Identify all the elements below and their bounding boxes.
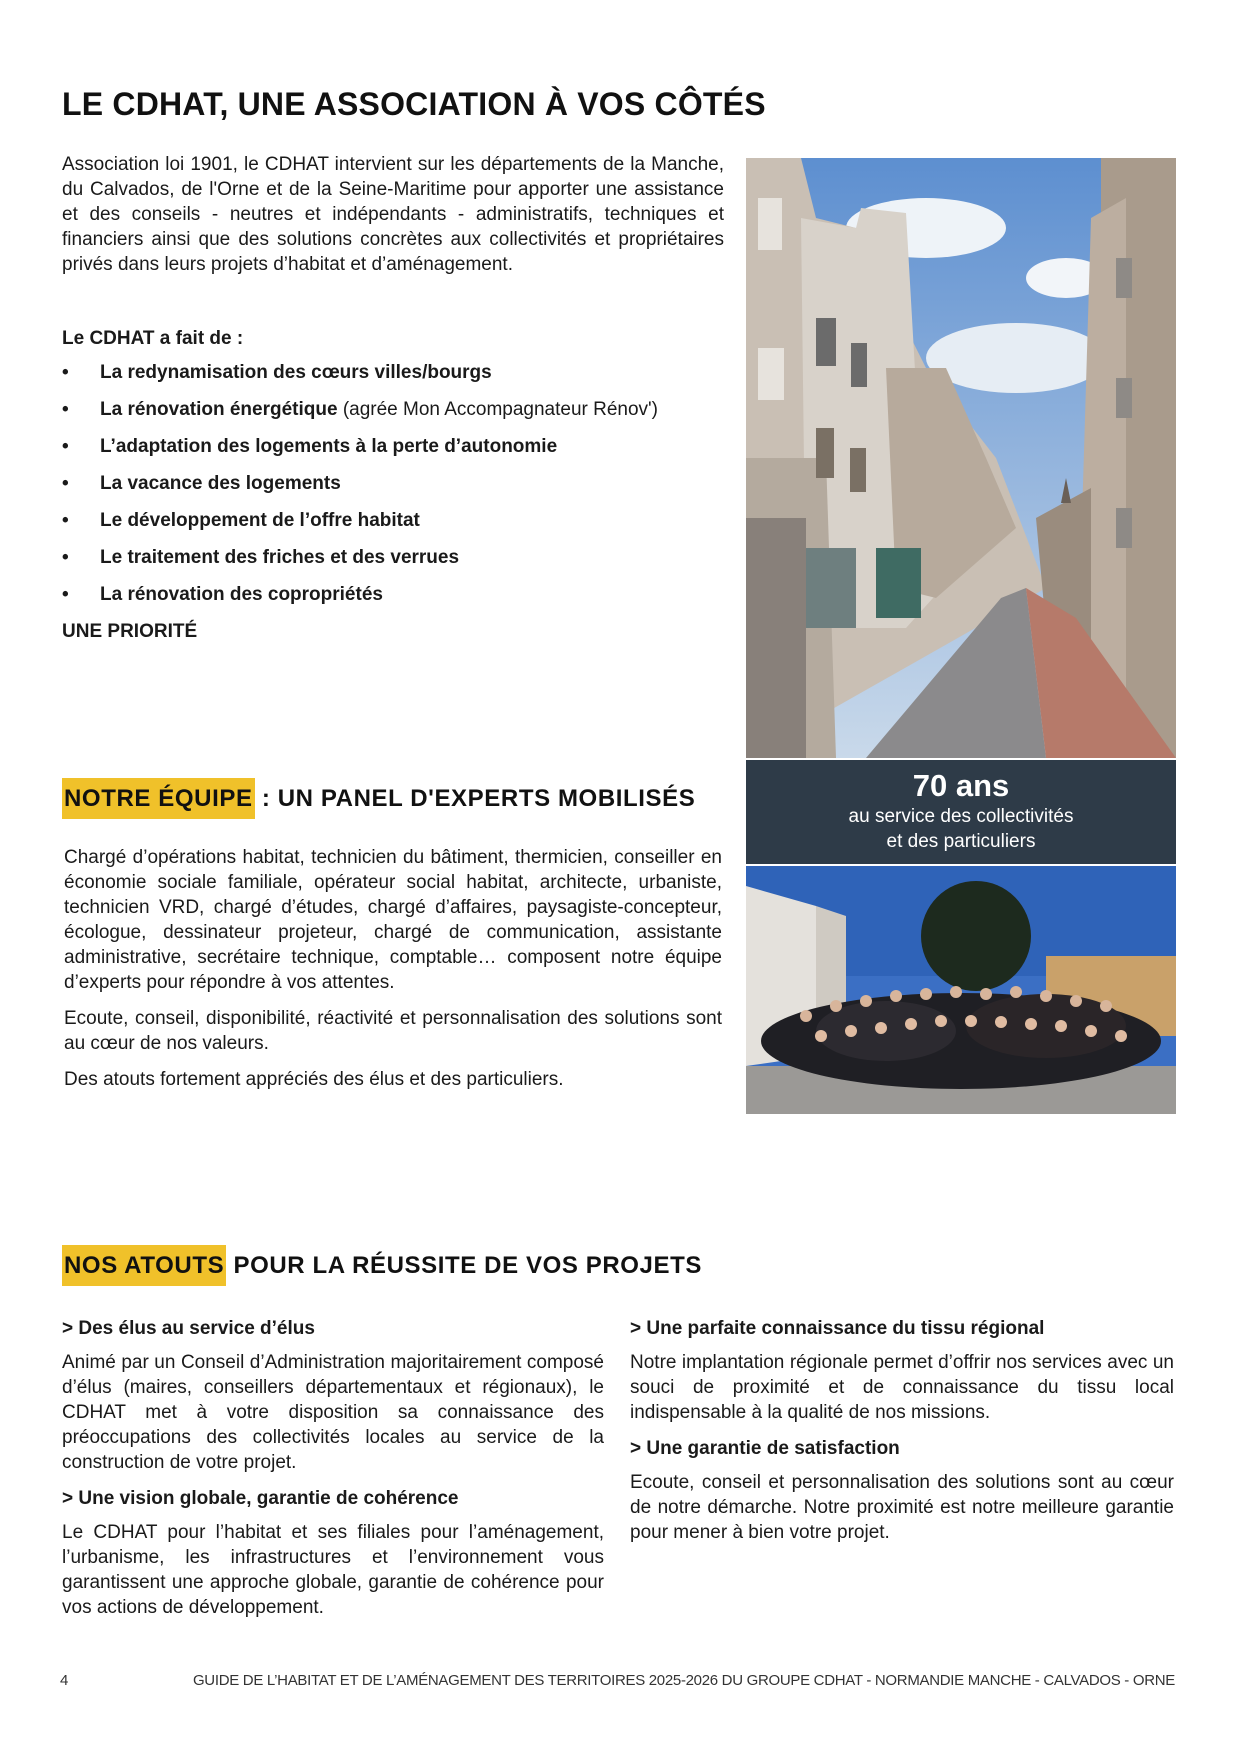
bullet-icon: • [62, 473, 69, 494]
bullet-icon: • [62, 399, 69, 420]
list-item: • La rénovation des copropriétés [62, 582, 742, 619]
bullet-icon: • [62, 584, 69, 605]
atout-heading: > Une vision globale, garantie de cohérence [62, 1488, 459, 1509]
team-paragraph-1: Chargé d’opérations habitat, technicien du bâtiment, thermicien, conseiller en économie sociale familiale, opérateur social habitat, architecte, urbaniste, technicien VRD, chargé d’études, chargé d’affaires, paysagiste-concepteur, écologue, dessinateur projeteur, chargé de communication, assistante administrative, secrétaire technique, comptable… composent notre équipe d’experts pour répondre à vos attentes. [64, 847, 722, 993]
bullet-icon: • [62, 436, 69, 457]
intro-paragraph: Association loi 1901, le CDHAT intervient sur les départements de la Manche, du Calvados, de l'Orne et de la Seine-Maritime pour apporter une assistance et des conseils - neutres et indépendants - administratifs, techniques et financiers ainsi que des solutions concrètes aux collectivités et propriétaires privés dans leurs projets d’habitat et d’aménagement. [62, 154, 724, 275]
team-description [64, 845, 722, 1103]
page-number: 4 [60, 1672, 69, 1689]
atout-text: Ecoute, conseil et personnalisation des solutions sont au cœur de notre démarche. Notre proximité est notre meilleure garantie pour mener à bien votre projet. [630, 1472, 1174, 1543]
list-item: • La vacance des logements [62, 471, 742, 508]
bullet-icon: • [62, 510, 69, 531]
missions-list [62, 360, 742, 619]
atout-heading: > Des élus au service d’élus [62, 1318, 315, 1339]
atout-heading: > Une garantie de satisfaction [630, 1438, 900, 1459]
atouts-right-column [630, 1316, 1174, 1556]
atout-text: Le CDHAT pour l’habitat et ses filiales pour l’aménagement, l’urbanisme, les infrastructures et l’environnement vous garantissent une approche globale, garantie de cohérence pour vos actions de développement. [62, 1522, 604, 1618]
badge-years: 70 ans [912, 768, 1010, 803]
page-title: LE CDHAT, UNE ASSOCIATION À VOS CÔTÉS [62, 86, 766, 122]
atouts-title-highlight: NOS ATOUTS [62, 1245, 226, 1286]
list-title: Le CDHAT a fait de : [62, 328, 244, 349]
team-paragraph-3: Des atouts fortement appréciés des élus et des particuliers. [64, 1069, 564, 1090]
atout-text: Notre implantation régionale permet d’offrir nos services avec un souci de proximité et de connaissance du tissu local indispensable à la qualité de nos missions. [630, 1352, 1174, 1423]
list-item: • Le développement de l’offre habitat [62, 508, 742, 545]
atouts-title-rest: POUR LA RÉUSSITE DE VOS PROJETS [226, 1252, 702, 1279]
list-item: • La redynamisation des cœurs villes/bourgs [62, 360, 742, 397]
team-title-highlight: NOTRE ÉQUIPE [62, 778, 255, 819]
badge-line-2: et des particuliers [886, 831, 1036, 852]
list-item: • Le traitement des friches et des verrues [62, 545, 742, 582]
list-item: • La rénovation énergétique (agrée Mon Accompagnateur Rénov') [62, 397, 742, 434]
atout-heading: > Une parfaite connaissance du tissu régional [630, 1318, 1045, 1339]
atouts-left-column [62, 1316, 604, 1631]
badge-line-1: au service des collectivités [848, 806, 1074, 827]
team-photo [746, 866, 1176, 1114]
street-photo [746, 158, 1176, 758]
footer-text: GUIDE DE L’HABITAT ET DE L’AMÉNAGEMENT DES TERRITOIRES 2025-2026 DU GROUPE CDHAT - NORMANDIE MANCHE - CALVADOS - ORNE [192, 1672, 1175, 1689]
team-paragraph-2: Ecoute, conseil, disponibilité, réactivité et personnalisation des solutions sont au cœur de nos valeurs. [64, 1008, 722, 1054]
atouts-section-title [62, 1252, 702, 1280]
anniversary-badge [746, 760, 1176, 864]
bullet-icon: • [62, 362, 69, 383]
team-title-rest: : UN PANEL D'EXPERTS MOBILISÉS [254, 785, 696, 812]
priority-label: UNE PRIORITÉ [62, 621, 198, 642]
team-section-title [62, 785, 695, 813]
bullet-icon: • [62, 547, 69, 568]
list-item: • L’adaptation des logements à la perte d’autonomie [62, 434, 742, 471]
atout-text: Animé par un Conseil d’Administration majoritairement composé d’élus (maires, conseillers départementaux et régionaux), le CDHAT met à votre disposition sa connaissance des préoccupations des collectivités locales au service de la construction de votre projet. [62, 1352, 604, 1473]
